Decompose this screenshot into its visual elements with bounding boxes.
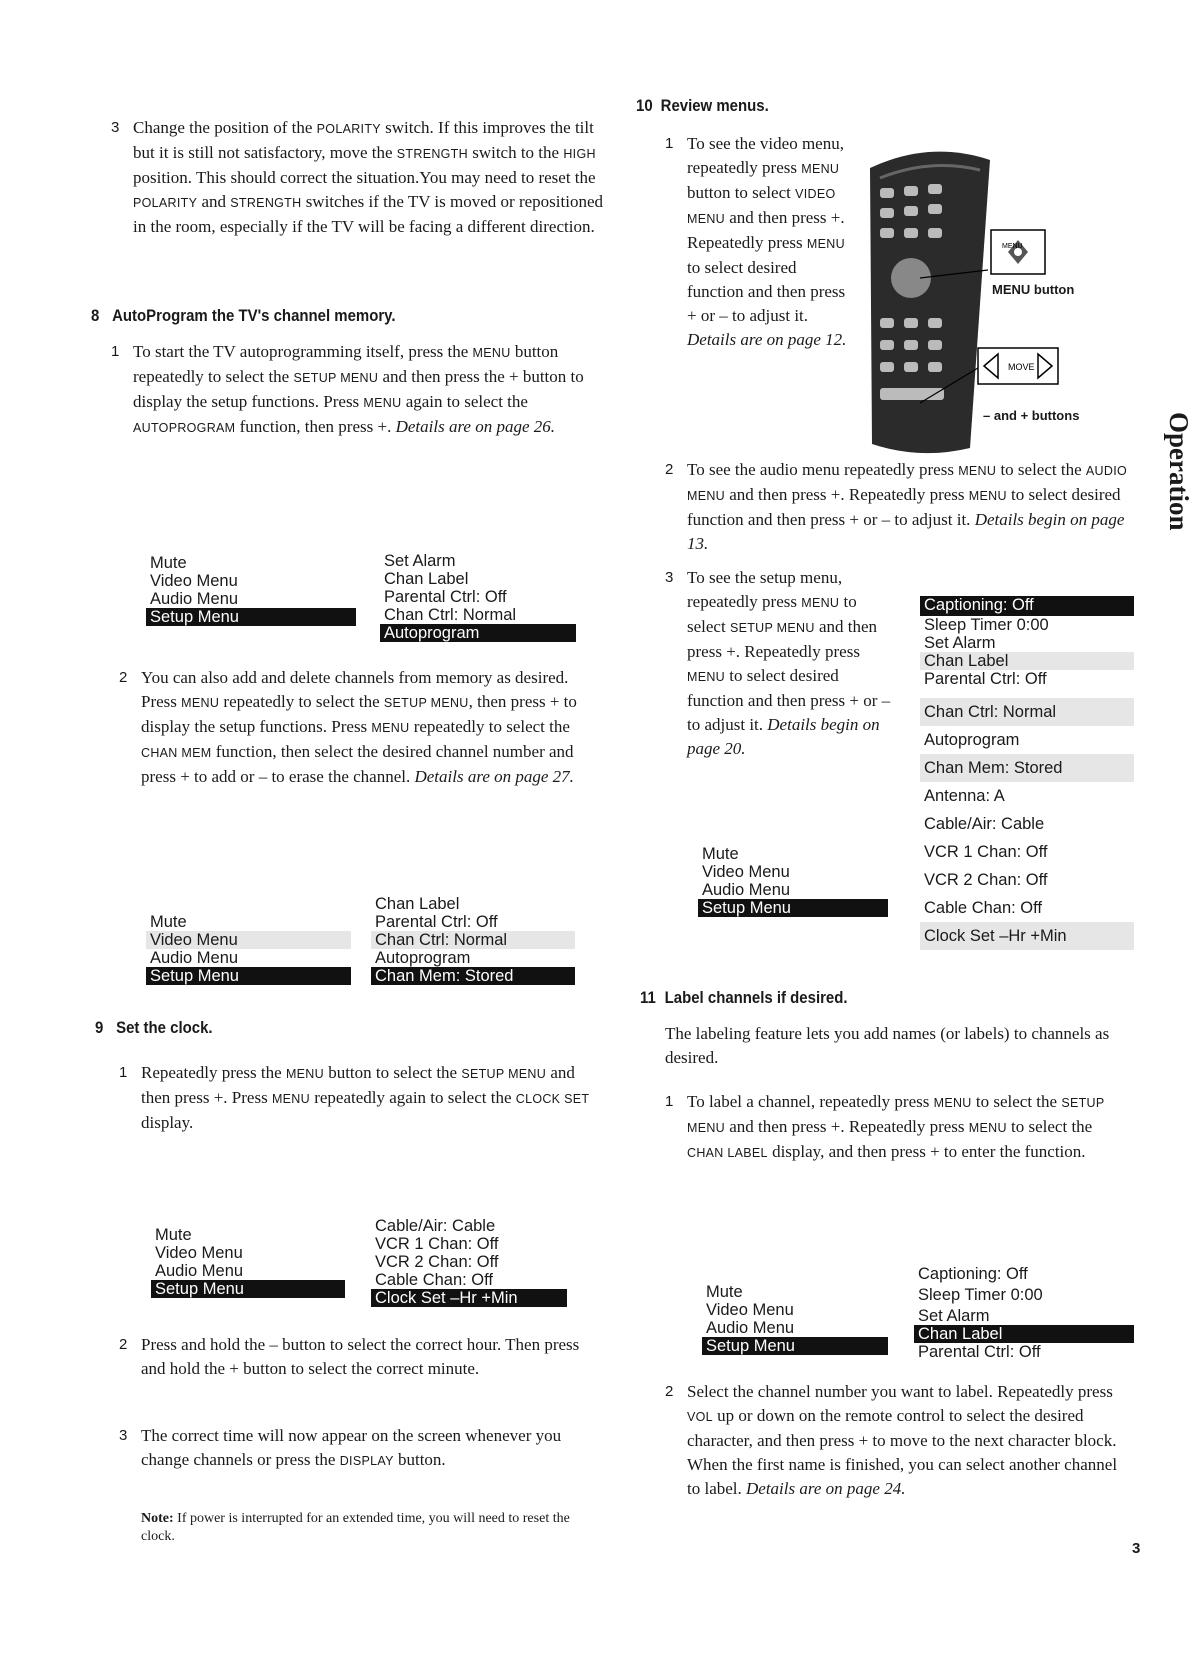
menu-item-selected: Setup Menu — [698, 899, 888, 917]
menu-item: Audio Menu — [702, 881, 791, 899]
menu1-main — [146, 554, 356, 626]
left-step3: 3 Change the position of the POLARITY switch. If this improves the tilt but it is still not satisfactory, move the STRENGTH switch to the HIGH position. This should correct the situation.You may need to reset the POLARITY and STRENGTH switches if the TV is moved or repositioned in the room, especially if the TV will be facing a different direction. — [111, 118, 603, 236]
menu-item: Parental Ctrl: Off — [918, 1343, 1041, 1361]
section-8-heading: 8 AutoProgram the TV's channel memory. — [91, 306, 396, 325]
menu2-main — [146, 913, 351, 985]
section11-step2: 2 Select the channel number you want to label. Repeatedly press VOL up or down on the remote control to select the desired character, and then press + to move to the next character block. When the first name is finished, you can select another channel to label. Details are on page 24. — [665, 1382, 1118, 1498]
menu-item: Audio Menu — [150, 590, 239, 608]
menu-item-selected: Setup Menu — [146, 967, 351, 985]
section10-step2: 2 To see the audio menu repeatedly press MENU to select the AUDIO MENU and then press +. Repeatedly press MENU to select desired function and then press + or – to adjust it. Details begin on page 13. — [665, 460, 1127, 553]
menu-item-selected: Clock Set –Hr +Min — [371, 1289, 567, 1307]
section9-step1: 1 Repeatedly press the MENU button to select the SETUP MENU and then press +. Press MENU repeatedly again to select the CLOCK SET display. — [119, 1063, 590, 1132]
menu-item: Chan Label — [920, 652, 1134, 670]
menu-item: Chan Ctrl: Normal — [371, 931, 575, 949]
plus-minus-buttons-label: – and + buttons — [983, 408, 1080, 423]
menu-item: Video Menu — [146, 931, 351, 949]
section9-step3: 3 The correct time will now appear on the screen whenever you change channels or press the DISPLAY button. — [119, 1426, 562, 1469]
menu-item: Captioning: Off — [918, 1265, 1028, 1283]
menu-item: Video Menu — [150, 572, 238, 590]
menu-item: Clock Set –Hr +Min — [920, 922, 1134, 950]
section11-step1: 1 To label a channel, repeatedly press MENU to select the SETUP MENU and then press +. Repeatedly press MENU to select the CHAN LABEL display, and then press + to enter the function. — [665, 1092, 1105, 1161]
menu-item: VCR 2 Chan: Off — [924, 871, 1048, 889]
menu-item: VCR 1 Chan: Off — [375, 1235, 499, 1253]
menu-item: VCR 1 Chan: Off — [924, 843, 1048, 861]
menu-item: Audio Menu — [150, 949, 239, 967]
menu1-setup — [380, 552, 576, 642]
menu-item: Parental Ctrl: Off — [384, 588, 507, 606]
section-11-heading: 11 Label channels if desired. — [640, 988, 848, 1007]
section-10-heading: 10 Review menus. — [636, 96, 769, 115]
section10-step1: 1 To see the video menu, repeatedly press MENU button to select VIDEO MENU and then press +. Repeatedly press MENU to select desired function and then press + or – to adjust it. Details are on page 12. — [665, 134, 847, 349]
menu-item-selected: Setup Menu — [151, 1280, 345, 1298]
menu-item: Sleep Timer 0:00 — [918, 1286, 1043, 1304]
menu-item: Mute — [706, 1283, 743, 1301]
menu-item: Autoprogram — [924, 731, 1020, 749]
menu-item: Mute — [702, 845, 739, 863]
note: Note: If power is interrupted for an extended time, you will need to reset the clock. — [141, 1511, 570, 1544]
menu-item: Video Menu — [702, 863, 790, 881]
menu-button-label: MENU button — [992, 282, 1075, 297]
menu-key-label: MENU — [1002, 243, 1023, 250]
menu5-setup — [914, 1265, 1134, 1361]
menu-item: Parental Ctrl: Off — [924, 670, 1047, 688]
menu-item: Chan Ctrl: Normal — [920, 698, 1134, 726]
menu-item: Audio Menu — [706, 1319, 795, 1337]
menu4-main — [698, 845, 888, 917]
section9-step2: 2 Press and hold the – button to select the correct hour. Then press and hold the + button to select the correct minute. — [119, 1335, 580, 1378]
page-number: 3 — [1132, 1540, 1141, 1557]
move-key-label: MOVE — [1008, 362, 1035, 372]
menu-item: Cable/Air: Cable — [924, 815, 1045, 833]
menu3-main — [151, 1226, 345, 1298]
menu-item-selected: Autoprogram — [380, 624, 576, 642]
side-tab-operation: Operation — [1164, 412, 1194, 531]
section11-intro: The labeling feature lets you add names (or labels) to channels as desired. — [665, 1024, 1110, 1067]
menu-item: Autoprogram — [375, 949, 471, 967]
section10-step3: 3 To see the setup menu, repeatedly press MENU to select SETUP MENU and then press +. Repeatedly press MENU to select desired function and then press + or – to adjust it. Details begin on page 20. — [665, 568, 891, 758]
menu-item-selected: Captioning: Off — [920, 596, 1134, 616]
menu-item: Set Alarm — [924, 634, 996, 652]
menu-item: Video Menu — [706, 1301, 794, 1319]
menu-item: VCR 2 Chan: Off — [375, 1253, 499, 1271]
menu2-setup — [371, 895, 575, 985]
section8-step2: 2 You can also add and delete channels from memory as desired. Press MENU repeatedly to select the SETUP MENU, then press + to display the setup functions. Press MENU repeatedly to select the CHAN MEM function, then select the desired channel number and press + to add or – to erase the channel. Details are on page 27. — [119, 668, 577, 786]
menu-item-selected: Chan Label — [914, 1325, 1134, 1343]
menu-item: Audio Menu — [155, 1262, 244, 1280]
menu-item: Chan Label — [384, 570, 469, 588]
menu-item: Mute — [150, 913, 187, 931]
menu-item: Chan Mem: Stored — [920, 754, 1134, 782]
menu-item: Chan Label — [375, 895, 460, 913]
menu-item: Mute — [150, 554, 187, 572]
menu-item: Cable Chan: Off — [375, 1271, 494, 1289]
section8-step1: 1 To start the TV autoprogramming itself, press the MENU button repeatedly to select the SETUP MENU and then press the + button to display the setup functions. Press MENU again to select the AUTOPROGRAM function, then press +. Details are on page 26. — [111, 342, 584, 436]
menu3-setup — [371, 1217, 567, 1307]
menu-item: Mute — [155, 1226, 192, 1244]
menu5-main — [702, 1283, 888, 1355]
menu-item: Chan Ctrl: Normal — [384, 606, 517, 624]
menu-item-selected: Setup Menu — [146, 608, 356, 626]
menu-item-selected: Chan Mem: Stored — [371, 967, 575, 985]
section-9-heading: 9 Set the clock. — [95, 1018, 213, 1037]
menu-item: Sleep Timer 0:00 — [924, 616, 1049, 634]
menu-item: Set Alarm — [918, 1307, 990, 1325]
menu-item: Cable Chan: Off — [924, 899, 1043, 917]
menu-item: Parental Ctrl: Off — [375, 913, 498, 931]
menu-item: Cable/Air: Cable — [375, 1217, 496, 1235]
menu-item-selected: Setup Menu — [702, 1337, 888, 1355]
menu-item: Antenna: A — [924, 787, 1005, 805]
menu-item: Video Menu — [155, 1244, 243, 1262]
menu-item: Set Alarm — [384, 552, 456, 570]
menu4-setup — [920, 596, 1134, 950]
